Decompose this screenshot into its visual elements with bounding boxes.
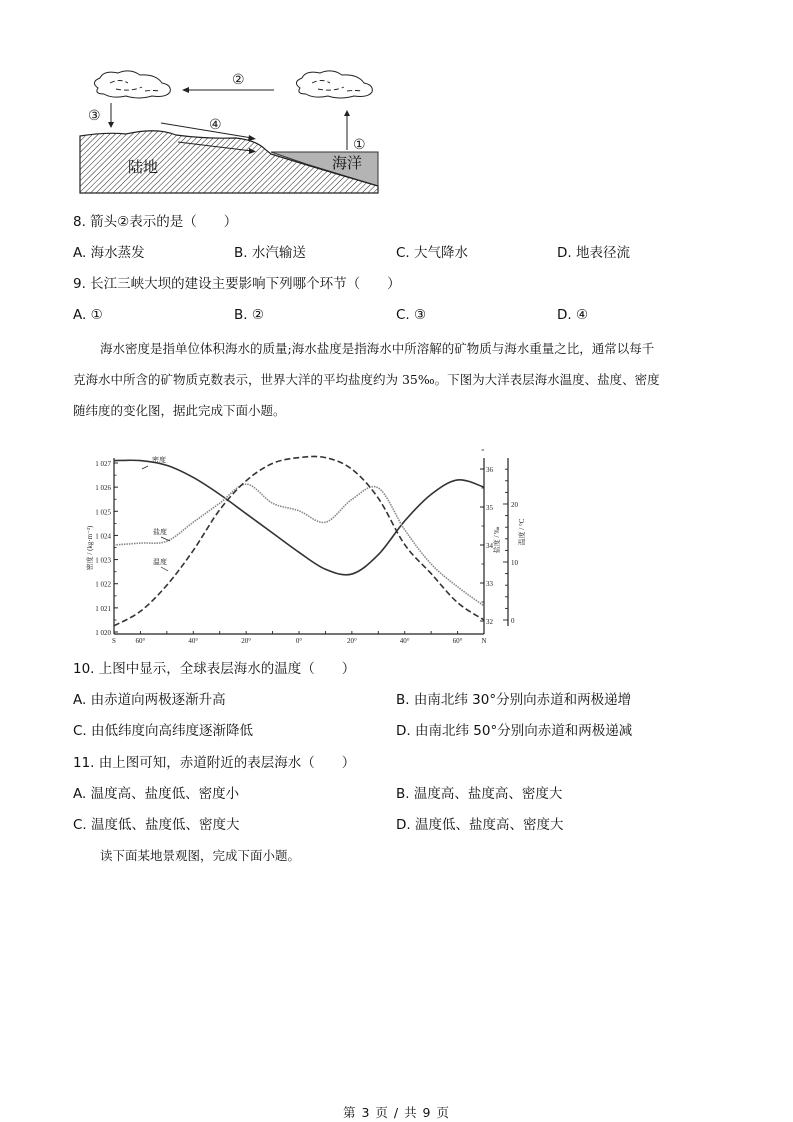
intro-paragraph-line-3: 随纬度的变化图，据此完成下面小题。 — [73, 403, 286, 418]
svg-text:1 022: 1 022 — [95, 580, 111, 589]
question-8-stem: 8. 箭头②表示的是（ ） — [73, 214, 238, 230]
arrow-1-icon — [344, 110, 350, 150]
cloud-left-icon — [94, 71, 170, 98]
question-8-option-d[interactable]: D. 地表径流 — [557, 245, 630, 261]
svg-text:1 021: 1 021 — [95, 604, 111, 613]
question-9-option-a[interactable]: A. ① — [73, 307, 103, 323]
series-dashed-line — [114, 456, 484, 625]
question-10-option-d[interactable]: D. 由南北纬 50°分别向赤道和两极递减 — [396, 723, 633, 739]
arrow-2-icon — [182, 87, 274, 93]
svg-text:60°: 60° — [452, 637, 463, 645]
svg-text:40°: 40° — [399, 637, 410, 645]
question-8-option-c[interactable]: C. 大气降水 — [396, 245, 469, 261]
arrow-3-icon — [108, 103, 114, 128]
svg-text:S: S — [112, 637, 116, 645]
temperature-series-label: 温度 — [153, 558, 167, 566]
question-8-option-a[interactable]: A. 海水蒸发 — [73, 245, 145, 261]
svg-text:1 023: 1 023 — [95, 556, 111, 565]
intro-paragraph-line-2: 克海水中所含的矿物质克数表示，世界大洋的平均盐度约为 35‰。下图为大洋表层海水温度、盐度、密度 — [73, 372, 660, 387]
svg-text:密度 / (kg·m⁻³): 密度 / (kg·m⁻³) — [86, 525, 94, 571]
svg-text:1 027: 1 027 — [95, 460, 111, 468]
question-10-option-b[interactable]: B. 由南北纬 30°分别向赤道和两极递增 — [396, 692, 632, 708]
salinity-series-label: 盐度 — [153, 528, 167, 536]
closing-paragraph: 读下面某地景观图，完成下面小题。 — [100, 848, 301, 863]
series-solid-line — [114, 460, 484, 575]
question-11-stem: 11. 由上图可知，赤道附近的表层海水（ ） — [73, 755, 356, 771]
svg-text:1 025: 1 025 — [95, 508, 111, 517]
density-series-label: 密度 — [152, 456, 166, 464]
question-10-option-a[interactable]: A. 由赤道向两极逐渐升高 — [73, 692, 226, 708]
water-cycle-figure — [76, 60, 386, 200]
question-9-stem: 9. 长江三峡大坝的建设主要影响下列哪个环节（ ） — [73, 276, 401, 292]
ocean-label: 海洋 — [332, 156, 363, 172]
question-11-option-a[interactable]: A. 温度高、盐度低、密度小 — [73, 786, 240, 802]
svg-text:温度 / °C: 温度 / °C — [518, 518, 526, 546]
question-9-option-d[interactable]: D. ④ — [557, 307, 589, 323]
water-cycle-diagram — [76, 60, 386, 200]
arrow-4-label: ④ — [209, 118, 222, 133]
svg-text:1 024: 1 024 — [95, 532, 111, 541]
svg-text:60°: 60° — [135, 637, 146, 645]
svg-text:20°: 20° — [241, 637, 252, 645]
svg-text:32: 32 — [486, 618, 493, 626]
svg-text:N: N — [481, 637, 487, 645]
svg-text:10: 10 — [511, 559, 518, 567]
question-11-option-b[interactable]: B. 温度高、盐度高、密度大 — [396, 786, 563, 802]
svg-text:20: 20 — [511, 501, 518, 509]
svg-text:0: 0 — [511, 617, 515, 625]
svg-text:盐度 / ‰: 盐度 / ‰ — [493, 526, 501, 554]
intro-paragraph-line-1: 海水密度是指单位体积海水的质量;海水盐度是指海水中所溶解的矿物质与海水重量之比，通常以每千 — [100, 341, 655, 356]
arrow-3-label: ③ — [88, 109, 101, 124]
svg-text:1 026: 1 026 — [95, 484, 111, 493]
svg-text:34: 34 — [486, 542, 493, 550]
svg-text:40°: 40° — [188, 637, 199, 645]
question-11-option-c[interactable]: C. 温度低、盐度低、密度大 — [73, 817, 240, 833]
question-9-option-b[interactable]: B. ② — [234, 307, 264, 323]
svg-text:1 020: 1 020 — [95, 629, 111, 637]
svg-text:0°: 0° — [295, 637, 303, 645]
svg-text:33: 33 — [486, 580, 493, 588]
page-footer: 第 3 页 / 共 9 页 — [343, 1105, 450, 1120]
question-11-option-d[interactable]: D. 温度低、盐度高、密度大 — [396, 817, 564, 833]
series-dotted-line — [114, 484, 484, 606]
arrow-2-label: ② — [232, 73, 245, 88]
question-9-option-c[interactable]: C. ③ — [396, 307, 427, 323]
cloud-right-icon — [296, 71, 372, 98]
svg-text:35: 35 — [486, 504, 493, 512]
question-10-option-c[interactable]: C. 由低纬度向高纬度逐渐降低 — [73, 723, 254, 739]
question-10-stem: 10. 上图中显示，全球表层海水的温度（ ） — [73, 661, 356, 677]
arrow-1-label: ① — [353, 138, 366, 153]
land-label: 陆地 — [128, 160, 159, 176]
svg-text:20°: 20° — [346, 637, 357, 645]
question-8-option-b[interactable]: B. 水汽输送 — [234, 245, 306, 261]
svg-text:36: 36 — [486, 466, 493, 474]
